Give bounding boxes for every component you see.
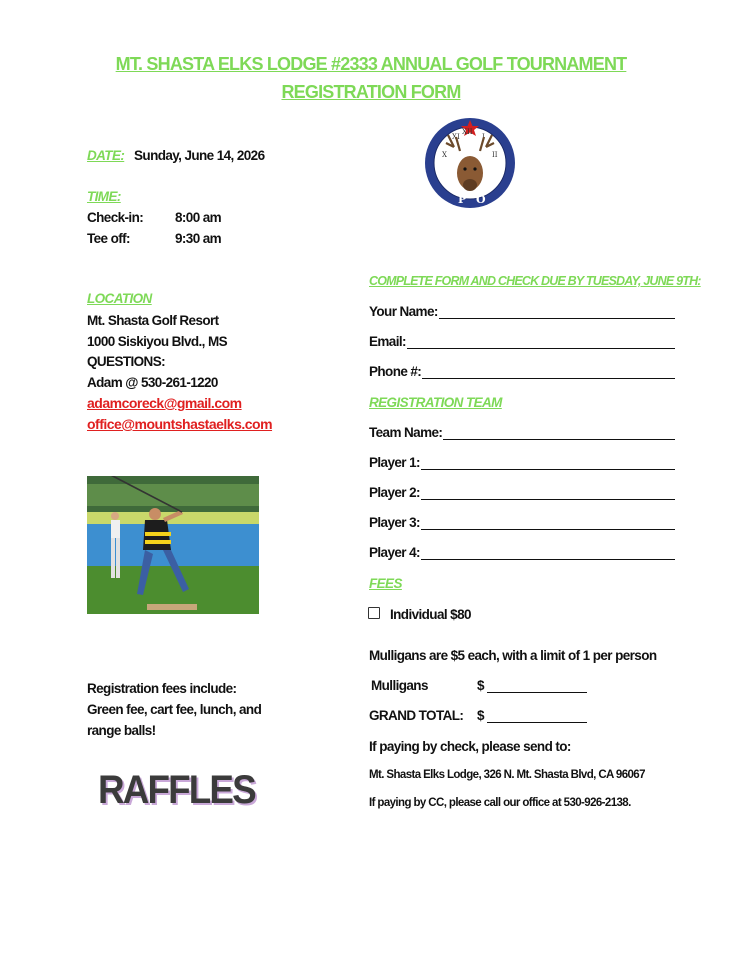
- email-field[interactable]: [369, 334, 675, 349]
- due-heading: COMPLETE FORM AND CHECK DUE BY TUESDAY, JUNE 9TH:: [369, 274, 701, 288]
- mulligans-dollar: $: [477, 678, 484, 693]
- individual-fee-label: Individual $80: [390, 607, 471, 622]
- grand-total-dollar: $: [477, 708, 484, 723]
- player1-field[interactable]: [369, 455, 675, 470]
- golfer-photo: [87, 476, 259, 614]
- date-section: [87, 148, 264, 163]
- mailing-address: Mt. Shasta Elks Lodge, 326 N. Mt. Shasta Blvd, CA 96067: [369, 769, 645, 781]
- location-label: LOCATION: [87, 291, 152, 306]
- fees-include-line3: range balls!: [87, 723, 156, 738]
- player2-field[interactable]: [369, 485, 675, 500]
- cc-payment-note: If paying by CC, please call our office at 530-926-2138.: [369, 797, 631, 809]
- email-line[interactable]: [407, 336, 675, 349]
- svg-text:XII: XII: [462, 128, 473, 136]
- location-address: 1000 Siskiyou Blvd., MS: [87, 334, 228, 349]
- page-title: MT. SHASTA ELKS LODGE #2333 ANNUAL GOLF TOURNAMENT: [115, 54, 627, 74]
- mulligans-amount-line[interactable]: [487, 692, 587, 693]
- grand-total-label: GRAND TOTAL:: [369, 708, 464, 723]
- your-name-label: Your Name:: [369, 304, 438, 319]
- svg-text:I: I: [482, 133, 485, 141]
- mulligans-note: Mulligans are $5 each, with a limit of 1 per person: [369, 648, 657, 663]
- individual-checkbox[interactable]: [368, 607, 380, 619]
- teeoff-label: Tee off:: [87, 231, 130, 246]
- team-heading: REGISTRATION TEAM: [369, 395, 502, 410]
- email-label: Email:: [369, 334, 406, 349]
- player2-line[interactable]: [421, 487, 675, 500]
- questions-label: QUESTIONS:: [87, 354, 166, 369]
- player4-line[interactable]: [421, 547, 675, 560]
- checkin-label: Check-in:: [87, 210, 144, 225]
- check-send-note: If paying by check, please send to:: [369, 739, 571, 754]
- fees-include-line1: Registration fees include:: [87, 681, 237, 696]
- player1-label: Player 1:: [369, 455, 420, 470]
- player1-line[interactable]: [421, 457, 675, 470]
- time-label: TIME:: [87, 189, 121, 204]
- checkin-value: 8:00 am: [175, 210, 222, 225]
- page-subtitle: REGISTRATION FORM: [281, 82, 461, 102]
- svg-text:XI: XI: [452, 133, 460, 141]
- logo-letter-o: O: [476, 193, 486, 206]
- email-link-office[interactable]: office@mountshastaelks.com: [87, 416, 273, 432]
- mulligans-label: Mulligans: [371, 678, 428, 693]
- phone-label: Phone #:: [369, 364, 422, 379]
- logo-letter-e: E: [492, 165, 501, 178]
- player4-field[interactable]: [369, 545, 675, 560]
- logo-letter-b: B: [440, 165, 450, 178]
- date-value: Sunday, June 14, 2026: [134, 148, 265, 163]
- location-name: Mt. Shasta Golf Resort: [87, 313, 219, 328]
- team-name-line[interactable]: [443, 427, 675, 440]
- team-name-label: Team Name:: [369, 425, 443, 440]
- date-label: DATE:: [87, 148, 125, 163]
- email-link-adam[interactable]: adamcoreck@gmail.com: [87, 395, 242, 411]
- svg-text:X: X: [442, 151, 447, 159]
- player2-label: Player 2:: [369, 485, 420, 500]
- team-name-field[interactable]: [369, 425, 675, 440]
- player3-field[interactable]: [369, 515, 675, 530]
- elks-logo: [424, 117, 516, 209]
- teeoff-value: 9:30 am: [175, 231, 222, 246]
- contact-phone: Adam @ 530-261-1220: [87, 375, 218, 390]
- raffles-wordart: RAFFLES: [98, 768, 255, 812]
- svg-text:II: II: [492, 151, 498, 159]
- player3-label: Player 3:: [369, 515, 420, 530]
- player3-line[interactable]: [421, 517, 675, 530]
- phone-field[interactable]: [369, 364, 675, 379]
- fees-heading: FEES: [369, 576, 402, 591]
- grand-total-amount-line[interactable]: [487, 722, 587, 723]
- your-name-line[interactable]: [439, 306, 675, 319]
- player4-label: Player 4:: [369, 545, 420, 560]
- phone-line[interactable]: [422, 366, 675, 379]
- logo-letter-p: P: [458, 193, 467, 206]
- fees-include-line2: Green fee, cart fee, lunch, and: [87, 702, 262, 717]
- your-name-field[interactable]: [369, 304, 675, 319]
